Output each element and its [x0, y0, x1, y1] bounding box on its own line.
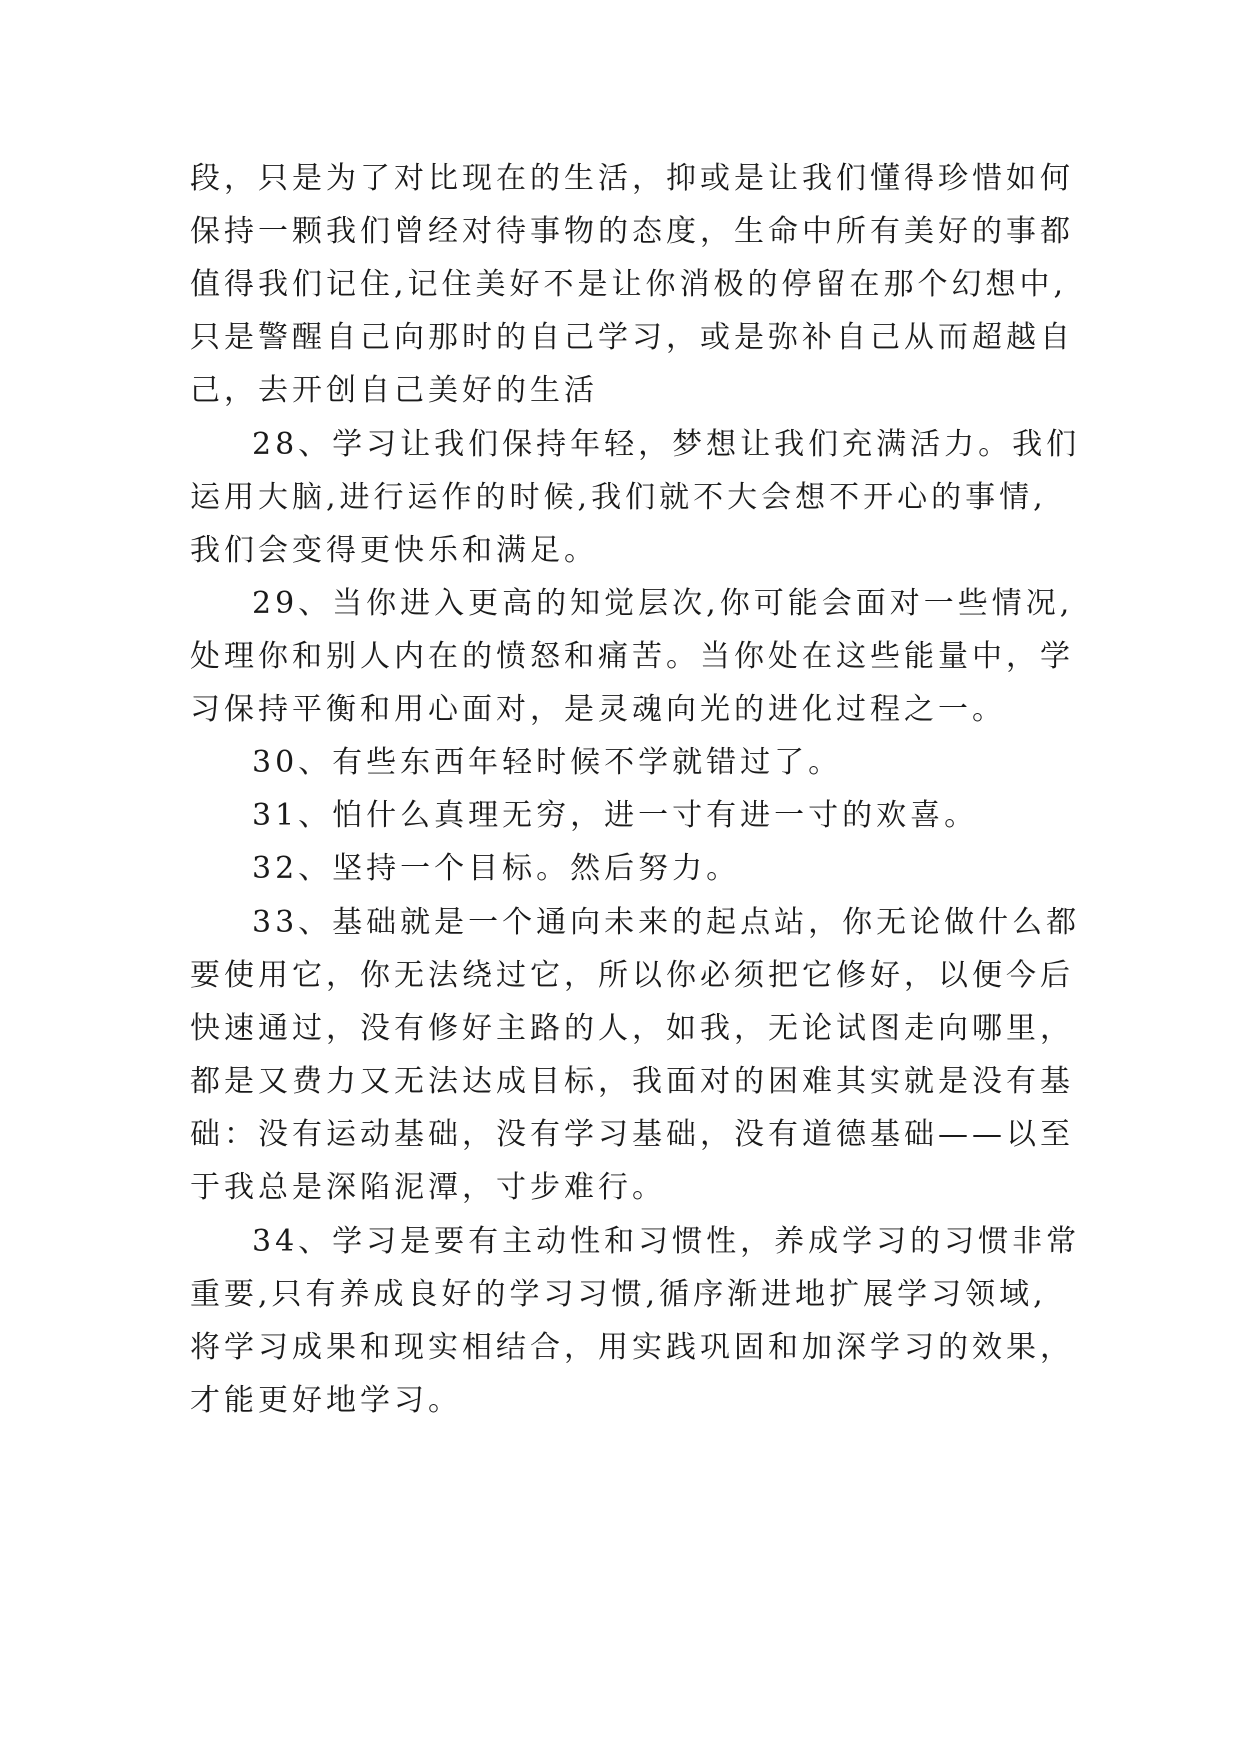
text-line: 值得我们记住,记住美好不是让你消极的停留在那个幻想中,	[190, 267, 1068, 302]
text-line: 保持一颗我们曾经对待事物的态度，生命中所有美好的事都	[190, 214, 1074, 249]
text-line: 只是警醒自己向那时的自己学习，或是弥补自己从而超越自	[190, 320, 1074, 355]
text-line: 重要,只有养成良好的学习习惯,循序渐进地扩展学习领域,	[190, 1277, 1047, 1312]
paragraph-31: 31、怕什么真理无穷，进一寸有进一寸的欢喜。	[252, 798, 979, 833]
text-line: 我们会变得更快乐和满足。	[190, 533, 598, 568]
paragraph-29-first-line: 29、当你进入更高的知觉层次,你可能会面对一些情况,	[252, 586, 1074, 621]
text-line: 己，去开创自己美好的生活	[190, 373, 598, 408]
paragraph-32: 32、坚持一个目标。然后努力。	[252, 851, 741, 886]
text-line: 要使用它，你无法绕过它，所以你必须把它修好，以便今后	[190, 958, 1074, 993]
text-line: 于我总是深陷泥潭，寸步难行。	[190, 1170, 666, 1205]
paragraph-28-first-line: 28、学习让我们保持年轻，梦想让我们充满活力。我们	[252, 427, 1081, 462]
text-line: 快速通过，没有修好主路的人，如我，无论试图走向哪里，	[190, 1011, 1074, 1046]
text-line: 处理你和别人内在的愤怒和痛苦。当你处在这些能量中，学	[190, 639, 1074, 674]
text-line: 段，只是为了对比现在的生活，抑或是让我们懂得珍惜如何	[190, 161, 1074, 196]
text-line: 习保持平衡和用心面对，是灵魂向光的进化过程之一。	[190, 692, 1006, 727]
text-line: 将学习成果和现实相结合，用实践巩固和加深学习的效果，	[190, 1330, 1074, 1365]
text-line: 才能更好地学习。	[190, 1383, 462, 1418]
paragraph-30: 30、有些东西年轻时候不学就错过了。	[252, 745, 843, 780]
text-line: 运用大脑,进行运作的时候,我们就不大会想不开心的事情,	[190, 480, 1047, 515]
paragraph-33-first-line: 33、基础就是一个通向未来的起点站，你无论做什么都	[252, 905, 1081, 940]
text-line: 都是又费力又无法达成目标，我面对的困难其实就是没有基	[190, 1064, 1074, 1099]
text-line: 础：没有运动基础，没有学习基础，没有道德基础——以至	[190, 1117, 1074, 1152]
paragraph-34-first-line: 34、学习是要有主动性和习惯性，养成学习的习惯非常	[252, 1224, 1081, 1259]
